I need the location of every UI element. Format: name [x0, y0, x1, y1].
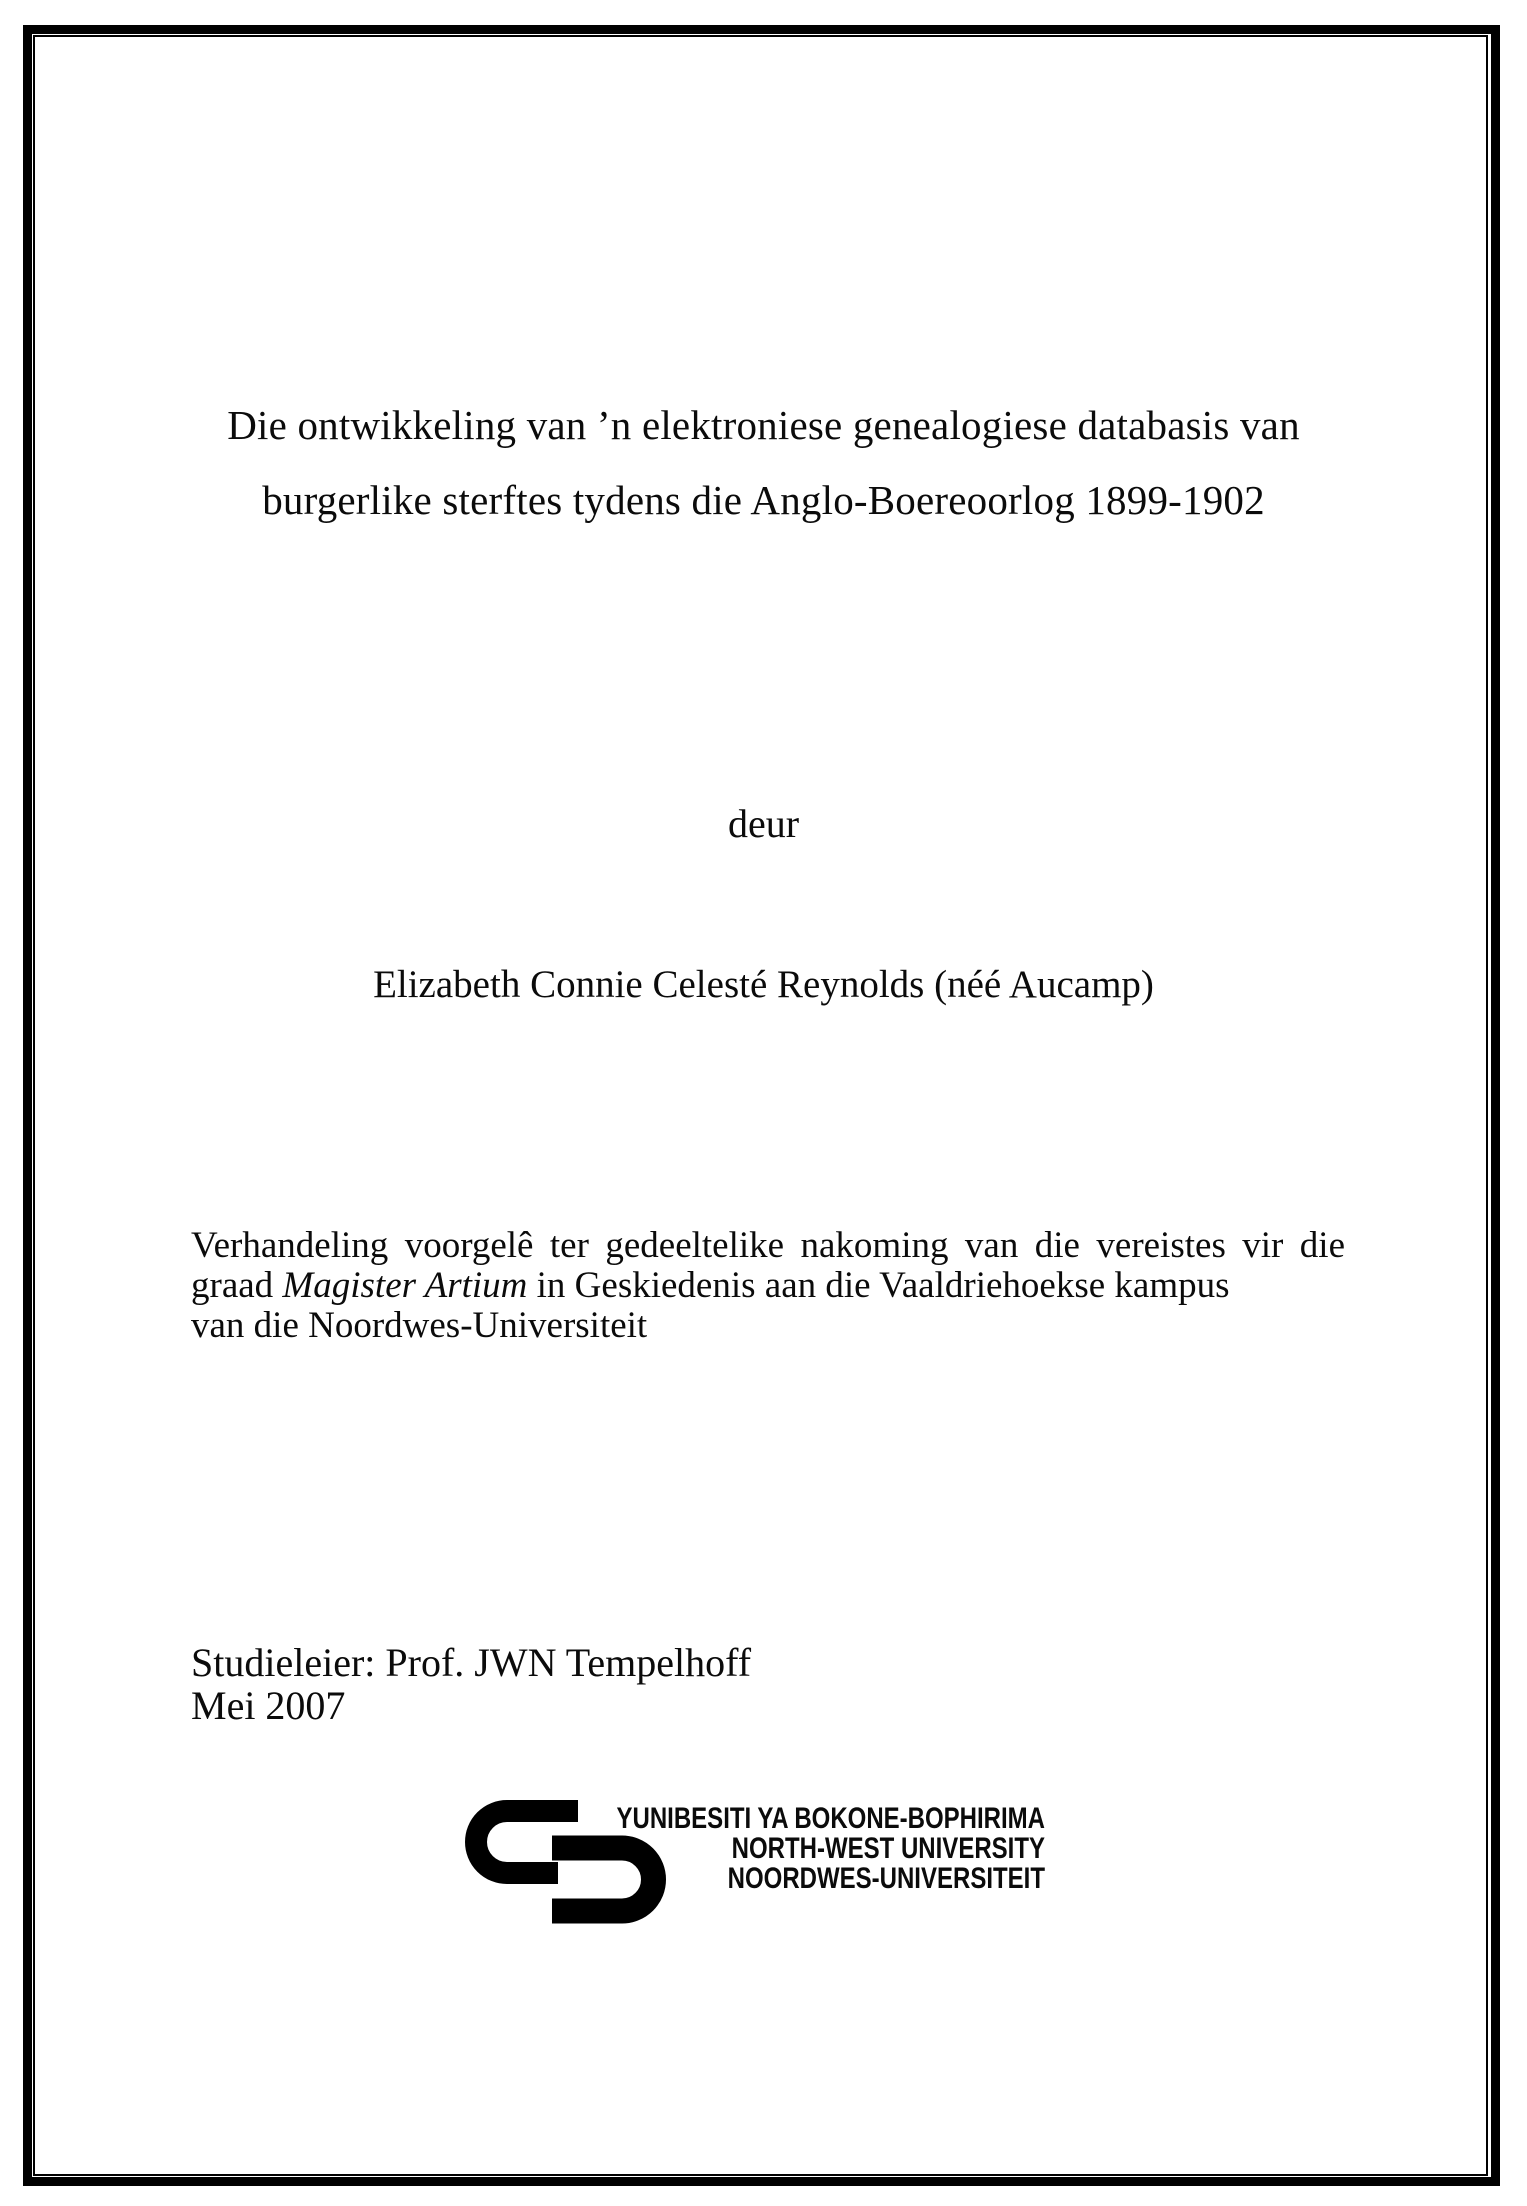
degree-name-italic: Magister Artium — [282, 1265, 528, 1306]
degree-statement-line-3: van die Noordwes-Universiteit — [191, 1305, 648, 1346]
degree-statement-line-2-prefix: graad — [191, 1265, 283, 1306]
degree-statement-line-2-suffix: in Geskiedenis aan die Vaaldriehoekse kampus — [527, 1265, 1230, 1306]
thesis-title — [80, 388, 1447, 538]
university-name-afrikaans: NOORDWES-UNIVERSITEIT — [727, 1862, 1045, 1895]
thesis-title-line-2: burgerlike sterftes tydens die Anglo-Boereoorlog 1899-1902 — [262, 477, 1265, 523]
degree-statement — [191, 1226, 1345, 1346]
university-logo — [463, 1796, 1063, 1941]
university-logo-text — [579, 1804, 1045, 1894]
author-name: Elizabeth Connie Celesté Reynolds (néé Aucamp) — [373, 963, 1154, 1006]
byline-deur: deur — [727, 801, 800, 846]
thesis-title-line-1: Die ontwikkeling van ’n elektroniese genealogiese databasis van — [227, 402, 1300, 448]
university-name-setswana: YUNIBESITI YA BOKONE-BOPHIRIMA — [616, 1802, 1045, 1835]
supervisor-block — [191, 1641, 751, 1727]
date-line: Mei 2007 — [191, 1683, 346, 1728]
degree-statement-line-1: Verhandeling voorgelê ter gedeeltelike nakoming van die vereistes vir die — [191, 1225, 1345, 1266]
university-name-english: NORTH-WEST UNIVERSITY — [731, 1832, 1045, 1865]
degree-statement-line-2 — [191, 1266, 1345, 1306]
supervisor-line: Studieleier: Prof. JWN Tempelhoff — [191, 1640, 752, 1685]
